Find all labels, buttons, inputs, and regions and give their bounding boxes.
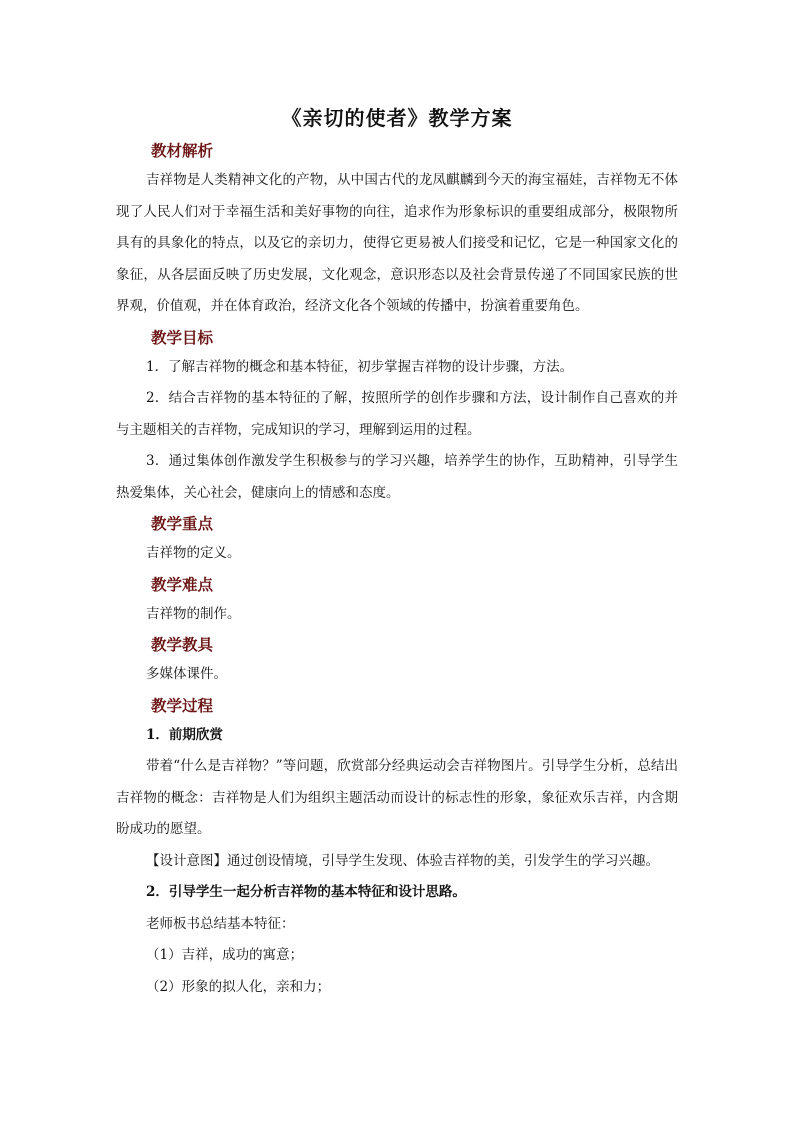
section-key-point bbox=[116, 513, 678, 570]
section-heading-difficulty: 教学难点 bbox=[151, 575, 214, 594]
key-point-text: 吉祥物的定义。 bbox=[146, 545, 241, 561]
section-heading-process: 教学过程 bbox=[151, 696, 214, 715]
process-step-1-paragraph: 带着“什么是吉祥物？”等问题，欣赏部分经典运动会吉祥物图片。引导学生分析，总结出吉祥物的概念：吉祥物是人们为组织主题活动而设计的标志性的形象，象征欢乐吉祥，内含期盼成功的愿望。 bbox=[116, 758, 678, 837]
process-step-1-title: 1．前期欣赏 bbox=[146, 726, 223, 743]
document-body bbox=[116, 104, 678, 1003]
section-difficulty bbox=[116, 574, 678, 631]
page-title: 《亲切的使者》教学方案 bbox=[281, 106, 513, 130]
difficulty-text: 吉祥物的制作。 bbox=[146, 605, 241, 622]
process-step-1-intent: 【设计意图】通过创设情境，引导学生发现、体验吉祥物的美，引发学生的学习兴趣。 bbox=[146, 852, 659, 869]
goal-item-1: 1．了解吉祥物的概念和基本特征，初步掌握吉祥物的设计步骤，方法。 bbox=[146, 358, 574, 375]
section-process bbox=[116, 695, 678, 1004]
section-heading-analysis: 教材解析 bbox=[151, 142, 214, 160]
section-analysis bbox=[116, 140, 678, 323]
goal-item-2: 2．结合吉祥物的基本特征的了解，按照所学的创作步骤和方法，设计制作自己喜欢的并与主题相关的吉祥物，完成知识的学习，理解到运用的过程。 bbox=[116, 390, 678, 438]
section-heading-goals: 教学目标 bbox=[151, 328, 214, 347]
section-heading-key-point: 教学重点 bbox=[151, 515, 214, 533]
section-tools bbox=[116, 634, 678, 691]
section-goals bbox=[116, 327, 678, 510]
goal-item-3: 3．通过集体创作激发学生积极参与的学习兴趣，培养学生的协作，互助精神，引导学生热爱集体，关心社会，健康向上的情感和态度。 bbox=[116, 453, 678, 501]
process-step-2-title: 2．引导学生一起分析吉祥物的基本特征和设计思路。 bbox=[146, 884, 466, 900]
process-step-2-intro: 老师板书总结基本特征： bbox=[146, 915, 295, 932]
analysis-paragraph: 吉祥物是人类精神文化的产物，从中国古代的龙凤麒麟到今天的海宝福娃，吉祥物无不体现了人民人们对于幸福生活和美好事物的向往，追求作为形象标识的重要组成部分，极限物所具有的具象化的特点，以及它的亲切力，使得它更易被人们接受和记忆，它是一种国家文化的象征，从各层面反映了历史发展，文化观念，意识形态以及社会背景传递了不同国家民族的世界观，价值观，并在体育政治，经济文化各个领域的传播中，扮演着重要角色。 bbox=[116, 172, 678, 314]
feature-item-2: （2）形象的拟人化，亲和力； bbox=[146, 978, 331, 995]
section-heading-tools: 教学教具 bbox=[151, 636, 214, 654]
feature-item-1: （1）吉祥，成功的寓意； bbox=[146, 947, 304, 963]
tools-text: 多媒体课件。 bbox=[146, 666, 227, 682]
